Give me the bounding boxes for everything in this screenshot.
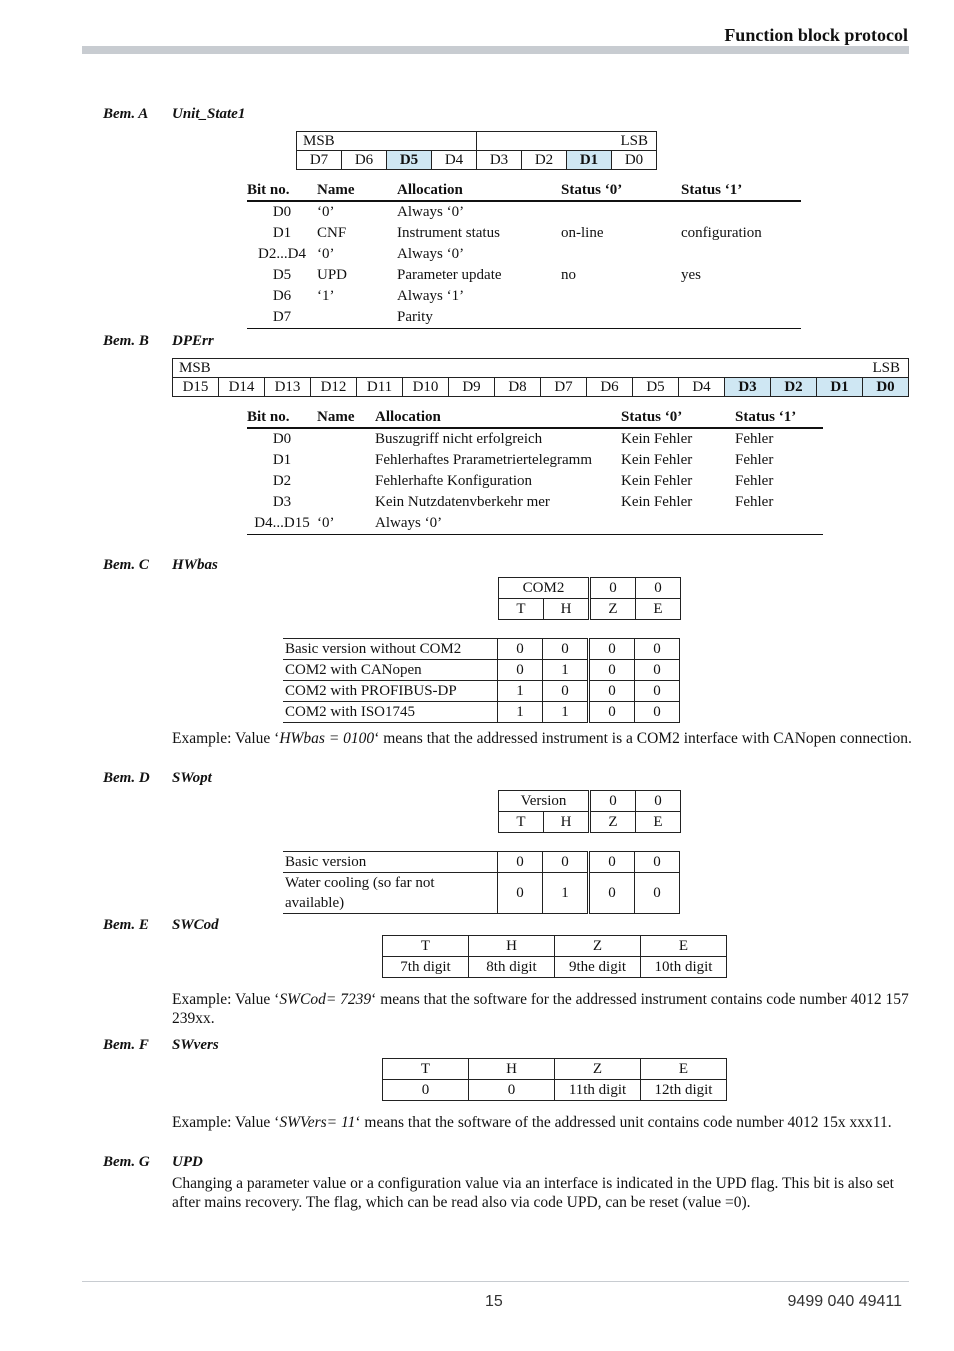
dperr-bit-strip	[172, 358, 909, 397]
cell: 0	[589, 702, 635, 723]
swcod-table	[382, 935, 727, 978]
bit-cell: D10	[403, 378, 449, 397]
cell: Always ‘0’	[375, 513, 621, 535]
bit-cell: D3	[477, 151, 522, 170]
cell: 0	[383, 1080, 469, 1101]
cell: D2...D4	[258, 246, 306, 262]
cell: Fehlerhaftes Prarametriertelegramm	[375, 452, 592, 468]
bit-cell: D8	[495, 378, 541, 397]
cell: 0	[636, 791, 681, 812]
col-header-h: H	[469, 1059, 555, 1080]
cell	[561, 307, 681, 329]
table-row	[283, 852, 680, 873]
bit-cell: D0	[612, 151, 657, 170]
example-text: Example: Value ‘	[172, 730, 280, 747]
cell: 0	[589, 852, 635, 873]
cell: Fehlerhafte Konfiguration	[375, 473, 533, 489]
cell: 0	[589, 639, 635, 660]
bit-cell: D11	[357, 378, 403, 397]
section-f-label: Bem. F	[103, 1037, 149, 1053]
cell: Fehler	[735, 452, 774, 468]
cell: 0	[635, 660, 680, 681]
cell: Buszugriff nicht erfolgreich	[375, 431, 543, 447]
swopt-values-table	[283, 851, 680, 914]
bit-cell-highlighted: D0	[863, 378, 909, 397]
cell: 8th digit	[469, 957, 555, 978]
example-code: HWbas = 0100	[279, 730, 375, 747]
group-header-version: Version	[499, 791, 590, 812]
col-header-t: T	[499, 599, 544, 620]
cell: Fehler	[735, 494, 774, 510]
cell: D1	[272, 225, 292, 241]
table-row	[247, 201, 801, 223]
cell: ‘0’	[317, 246, 335, 262]
section-g-label: Bem. G	[103, 1154, 150, 1170]
section-a-name: Unit_State1	[172, 106, 246, 122]
hwbas-values-table	[283, 638, 680, 723]
cell: Kein Fehler	[621, 494, 693, 510]
col-header-t: T	[383, 1059, 469, 1080]
section-f-name: SWvers	[172, 1037, 219, 1053]
col-header-h: H	[544, 812, 590, 833]
table-row	[247, 223, 801, 244]
col-header-z: Z	[555, 1059, 641, 1080]
cell: 0	[469, 1080, 555, 1101]
col-header-bit: Bit no.	[247, 180, 317, 201]
table-row	[247, 307, 801, 329]
cell: D5	[272, 267, 292, 283]
cell: 0	[589, 873, 635, 914]
section-c-label: Bem. C	[103, 557, 149, 573]
cell: 0	[635, 639, 680, 660]
cell: Fehler	[735, 431, 774, 447]
table-row	[283, 702, 680, 723]
dperr-description-table	[247, 407, 823, 535]
cell: ‘0’	[317, 204, 335, 220]
section-e-label: Bem. E	[103, 917, 149, 933]
col-header-status1: Status ‘1’	[681, 180, 801, 201]
cell: 12th digit	[641, 1080, 727, 1101]
example-text: Example: Value ‘	[172, 1114, 280, 1131]
section-b-label: Bem. B	[103, 333, 149, 349]
cell	[681, 307, 801, 329]
table-row	[283, 681, 680, 702]
swvers-table	[382, 1058, 727, 1101]
cell: 9the digit	[555, 957, 641, 978]
cell: ‘1’	[317, 288, 335, 304]
cell: UPD	[317, 267, 348, 283]
cell: Always ‘0’	[397, 246, 465, 262]
cell: Instrument status	[397, 225, 500, 241]
table-row	[283, 639, 680, 660]
bit-cell: D9	[449, 378, 495, 397]
example-text: ‘ means that the software for the addressed instrument contains code number 4012 157 239xx.	[172, 991, 909, 1027]
col-header-z: Z	[590, 599, 636, 620]
bit-cell: D7	[297, 151, 342, 170]
row-label: COM2 with CANopen	[283, 660, 498, 681]
group-header-com2: COM2	[499, 578, 590, 599]
cell: D1	[272, 452, 292, 468]
cell: configuration	[681, 225, 762, 241]
cell: Fehler	[735, 473, 774, 489]
section-b-name: DPErr	[172, 333, 214, 349]
cell	[735, 513, 823, 535]
col-header-allocation: Allocation	[397, 180, 561, 201]
example-text: ‘ means that the software of the addressed unit contains code number 4012 15x xxx11.	[355, 1114, 892, 1131]
cell: D2	[272, 473, 292, 489]
col-header-h: H	[469, 936, 555, 957]
cell: CNF	[317, 225, 347, 241]
cell: 1	[543, 702, 589, 723]
cell	[681, 244, 801, 265]
hwbas-column-header	[498, 577, 681, 620]
section-a-label: Bem. A	[103, 106, 149, 122]
bit-cell: D6	[587, 378, 633, 397]
cell: 0	[590, 791, 636, 812]
row-label: Basic version without COM2	[283, 639, 498, 660]
cell: Always ‘1’	[397, 288, 465, 304]
bit-cell: D7	[541, 378, 587, 397]
col-header-status0: Status ‘0’	[561, 180, 681, 201]
table-row	[247, 513, 823, 535]
example-code: SWVers= 11	[279, 1114, 356, 1131]
bit-cell-highlighted: D2	[771, 378, 817, 397]
cell: 0	[498, 639, 543, 660]
col-header-name: Name	[317, 180, 397, 201]
cell: 0	[589, 660, 635, 681]
section-c-name: HWbas	[172, 557, 218, 573]
cell	[681, 286, 801, 307]
lsb-label: LSB	[477, 132, 657, 151]
bit-cell: D5	[633, 378, 679, 397]
cell: 0	[636, 578, 681, 599]
cell: 0	[498, 660, 543, 681]
table-row	[247, 265, 801, 286]
col-header-t: T	[383, 936, 469, 957]
cell: Always ‘0’	[397, 204, 465, 220]
cell	[561, 286, 681, 307]
col-header-z: Z	[555, 936, 641, 957]
hwbas-example	[172, 729, 912, 748]
table-row	[247, 471, 823, 492]
cell: 0	[498, 873, 543, 914]
col-header-name: Name	[317, 407, 375, 428]
cell: no	[561, 267, 576, 283]
cell: D0	[272, 204, 292, 220]
cell: 1	[498, 681, 543, 702]
cell: Kein Fehler	[621, 431, 693, 447]
cell: 0	[543, 681, 589, 702]
cell: 10th digit	[641, 957, 727, 978]
cell: 0	[543, 639, 589, 660]
bit-cell: D12	[311, 378, 357, 397]
cell: Kein Fehler	[621, 473, 693, 489]
swcod-example	[172, 990, 912, 1028]
bit-cell-highlighted: D5	[387, 151, 432, 170]
col-header-h: H	[544, 599, 590, 620]
cell: D6	[272, 288, 292, 304]
example-text: ‘ means that the addressed instrument is a COM2 interface with CANopen connection.	[374, 730, 912, 747]
row-label: Basic version	[283, 852, 498, 873]
unit-state-bit-strip	[296, 131, 657, 170]
cell	[317, 492, 375, 513]
col-header-e: E	[636, 812, 681, 833]
cell: yes	[681, 267, 701, 283]
msb-label: MSB	[297, 132, 477, 151]
table-row	[383, 957, 727, 978]
row-label: Water cooling (so far not available)	[283, 873, 498, 914]
lsb-label: LSB	[541, 359, 909, 378]
bit-cell: D4	[432, 151, 477, 170]
cell: Kein Fehler	[621, 452, 693, 468]
cell: D7	[247, 307, 317, 329]
bit-cell: D6	[342, 151, 387, 170]
cell: D4...D15	[247, 513, 317, 535]
cell: on-line	[561, 225, 604, 241]
col-header-e: E	[641, 936, 727, 957]
table-row	[247, 244, 801, 265]
table-row	[247, 286, 801, 307]
cell	[561, 201, 681, 223]
row-label: COM2 with ISO1745	[283, 702, 498, 723]
table-row	[247, 492, 823, 513]
bit-cell-highlighted: D1	[567, 151, 612, 170]
example-text: Example: Value ‘	[172, 991, 280, 1008]
swvers-example	[172, 1113, 912, 1132]
cell: 7th digit	[383, 957, 469, 978]
cell: 0	[543, 852, 589, 873]
bit-cell: D13	[265, 378, 311, 397]
col-header-status1: Status ‘1’	[735, 407, 823, 428]
table-row	[247, 428, 823, 450]
cell: 0	[589, 681, 635, 702]
col-header-allocation: Allocation	[375, 407, 621, 428]
cell: D0	[272, 431, 292, 447]
cell: 1	[498, 702, 543, 723]
unit-state-description-table	[247, 180, 801, 329]
cell: ‘0’	[317, 513, 375, 535]
swopt-column-header	[498, 790, 681, 833]
bit-cell-highlighted: D3	[725, 378, 771, 397]
msb-label: MSB	[173, 359, 541, 378]
upd-description: Changing a parameter value or a configuration value via an interface is indicated in the UPD flag. This bit is also set after mains recovery. The flag, which can be read also via code UPD, can be reset (value =0).	[172, 1175, 894, 1211]
cell: 0	[498, 852, 543, 873]
row-label: COM2 with PROFIBUS-DP	[283, 681, 498, 702]
cell: 1	[543, 873, 589, 914]
table-row	[383, 1080, 727, 1101]
table-row	[283, 873, 680, 914]
cell	[681, 201, 801, 223]
cell: D3	[272, 494, 292, 510]
cell: 11th digit	[555, 1080, 641, 1101]
example-code: SWCod= 7239	[279, 991, 372, 1008]
bit-cell: D14	[219, 378, 265, 397]
cell: 0	[635, 873, 680, 914]
document-number: 9499 040 49411	[787, 1293, 902, 1310]
cell: Parity	[397, 307, 561, 329]
section-e-name: SWCod	[172, 917, 219, 933]
cell	[317, 307, 397, 329]
cell	[317, 428, 375, 450]
header-rule	[82, 46, 909, 54]
page-number: 15	[485, 1293, 503, 1310]
bit-cell: D15	[173, 378, 219, 397]
bit-cell-highlighted: D1	[817, 378, 863, 397]
bit-cell: D2	[522, 151, 567, 170]
cell: 0	[635, 852, 680, 873]
cell: Parameter update	[397, 267, 502, 283]
col-header-e: E	[641, 1059, 727, 1080]
col-header-status0: Status ‘0’	[621, 407, 735, 428]
cell	[317, 471, 375, 492]
table-row	[247, 450, 823, 471]
section-g-name: UPD	[172, 1154, 203, 1170]
col-header-t: T	[499, 812, 544, 833]
cell: Kein Nutzdatenvberkehr mer	[375, 494, 550, 510]
col-header-bit: Bit no.	[247, 407, 317, 428]
cell: 0	[635, 702, 680, 723]
page-header-title: Function block protocol	[724, 25, 908, 45]
bit-cell: D4	[679, 378, 725, 397]
cell: 1	[543, 660, 589, 681]
section-d-label: Bem. D	[103, 770, 150, 786]
cell: 0	[635, 681, 680, 702]
table-row	[283, 660, 680, 681]
cell: 0	[590, 578, 636, 599]
footer-rule	[82, 1281, 909, 1282]
section-d-name: SWopt	[172, 770, 212, 786]
col-header-e: E	[636, 599, 681, 620]
cell	[317, 450, 375, 471]
col-header-z: Z	[590, 812, 636, 833]
cell	[621, 513, 735, 535]
cell	[561, 244, 681, 265]
